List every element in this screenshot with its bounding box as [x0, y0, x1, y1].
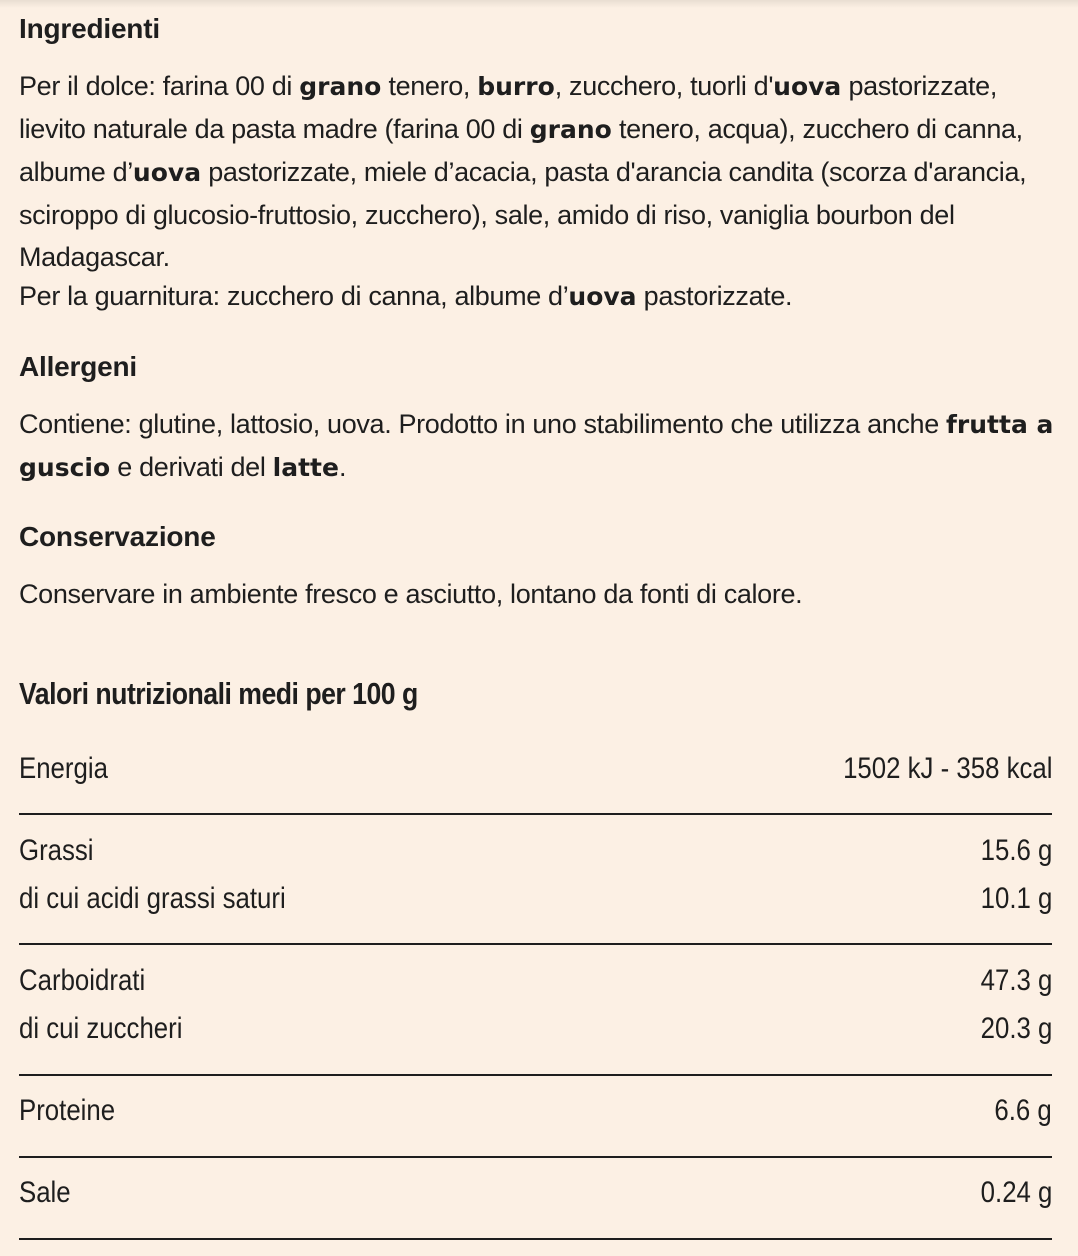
nutrition-label: Energia	[19, 752, 108, 785]
nutrition-label: Grassi	[19, 834, 94, 867]
top-shadow	[0, 0, 1078, 8]
nutrition-label: Carboidrati	[19, 964, 146, 997]
divider	[19, 1238, 1052, 1240]
nutrition-label: di cui acidi grassi saturi	[19, 882, 286, 915]
divider	[19, 813, 1052, 815]
ingredienti-guarnitura-text: Per la guarnitura: zucchero di canna, albume d’uova pastorizzate.	[19, 281, 793, 311]
ingredienti-dolce-text: Per il dolce: farina 00 di grano tenero, burro, zucchero, tuorli d'uova pastorizzate, lievito naturale da pasta madre (farina 00 di grano tenero, acqua), zucchero di canna, albume d’uova pastorizzate, miele d’acacia, pasta d'arancia candita (scorza d'arancia, sciroppo di glucosio-fruttosio, zucchero), sale, amido di riso, vaniglia bourbon del Madagascar.	[19, 71, 1027, 272]
nutrition-value: 0.24 g	[980, 1176, 1052, 1209]
nutrition-row-proteine	[19, 1094, 1052, 1134]
nutrition-value: 20.3 g	[980, 1012, 1052, 1045]
divider	[19, 1074, 1052, 1076]
allergeni-text: Contiene: glutine, lattosio, uova. Prodotto in uno stabilimento che utilizza anche frutta a guscio e derivati del latte.	[19, 409, 1054, 482]
nutrition-row-grassi-saturi	[19, 882, 1052, 922]
nutrition-label: Proteine	[19, 1094, 116, 1127]
ingredienti-title: Ingredienti	[19, 13, 160, 44]
nutrition-label: di cui zuccheri	[19, 1012, 183, 1045]
divider	[19, 1156, 1052, 1158]
conservazione-text: Conservare in ambiente fresco e asciutto, lontano da fonti di calore.	[19, 579, 803, 609]
nutrition-value: 1502 kJ - 358 kcal	[842, 752, 1052, 785]
nutrition-row-sale	[19, 1176, 1052, 1216]
allergeni-title: Allergeni	[19, 351, 138, 382]
nutrition-title: Valori nutrizionali medi per 100 g	[19, 676, 418, 711]
nutrition-row-carboidrati	[19, 964, 1052, 1004]
nutrition-label: Sale	[19, 1176, 71, 1209]
divider	[19, 943, 1052, 945]
nutrition-value: 10.1 g	[980, 882, 1052, 915]
nutrition-row-grassi	[19, 834, 1052, 874]
nutrition-value: 15.6 g	[980, 834, 1052, 867]
nutrition-row-zuccheri	[19, 1012, 1052, 1052]
nutrition-value: 47.3 g	[980, 964, 1052, 997]
conservazione-title: Conservazione	[19, 521, 216, 552]
nutrition-value: 6.6 g	[994, 1094, 1052, 1127]
nutrition-row-energia	[19, 752, 1052, 792]
